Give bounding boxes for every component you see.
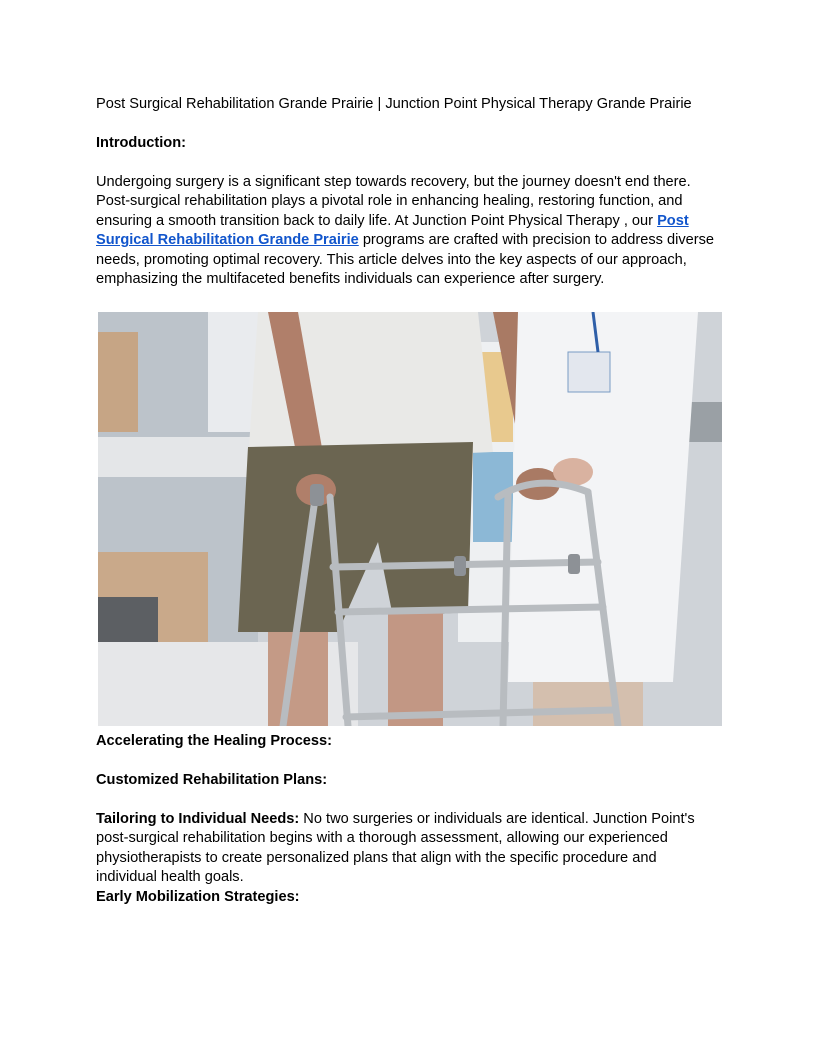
section-heading-accelerating-healing: Accelerating the Healing Process:: [96, 733, 333, 749]
intro-line-2: Post-surgical rehabilitation plays a pivotal role in enhancing healing, restoring function, and: [96, 193, 683, 210]
intro-line-6: emphasizing the multifaceted benefits individuals can experience after surgery.: [96, 271, 605, 288]
tailoring-line-1-text: No two surgeries or individuals are identical. Junction Point's: [299, 811, 695, 827]
intro-paragraph: [96, 173, 726, 289]
section-heading-early-mobilization: Early Mobilization Strategies:: [96, 889, 300, 905]
document-title: Post Surgical Rehabilitation Grande Prairie | Junction Point Physical Therapy Grande Prairie: [96, 96, 692, 112]
tailoring-line-1: [96, 810, 726, 829]
intro-line-1: Undergoing surgery is a significant step towards recovery, but the journey doesn't end there.: [96, 174, 691, 190]
tailoring-line-2: post-surgical rehabilitation begins with a thorough assessment, allowing our experienced: [96, 830, 668, 847]
tailoring-paragraph: [96, 810, 726, 888]
tailoring-line-3: physiotherapists to create personalized plans that align with the specific procedure and: [96, 849, 657, 866]
intro-line-3: [96, 212, 726, 231]
intro-line-5: needs, promoting optimal recovery. This article delves into the key aspects of our approach,: [96, 251, 687, 268]
intro-line-4: [96, 231, 726, 250]
photo-patient-with-walker-icon: [98, 312, 722, 726]
tailoring-label: Tailoring to Individual Needs:: [96, 811, 300, 827]
tailoring-line-4: individual health goals.: [96, 869, 244, 886]
post-surgical-rehab-link-part-1[interactable]: Post: [657, 212, 689, 229]
intro-line-4-text: programs are crafted with precision to address diverse: [358, 232, 715, 249]
rehab-photo: [98, 312, 722, 726]
section-heading-customized-plans: Customized Rehabilitation Plans:: [96, 772, 328, 788]
intro-line-3-text: ensuring a smooth transition back to daily life. At Junction Point Physical Therapy , our: [96, 212, 658, 229]
intro-heading: Introduction:: [96, 135, 186, 151]
post-surgical-rehab-link-part-2[interactable]: Surgical Rehabilitation Grande Prairie: [96, 232, 359, 249]
